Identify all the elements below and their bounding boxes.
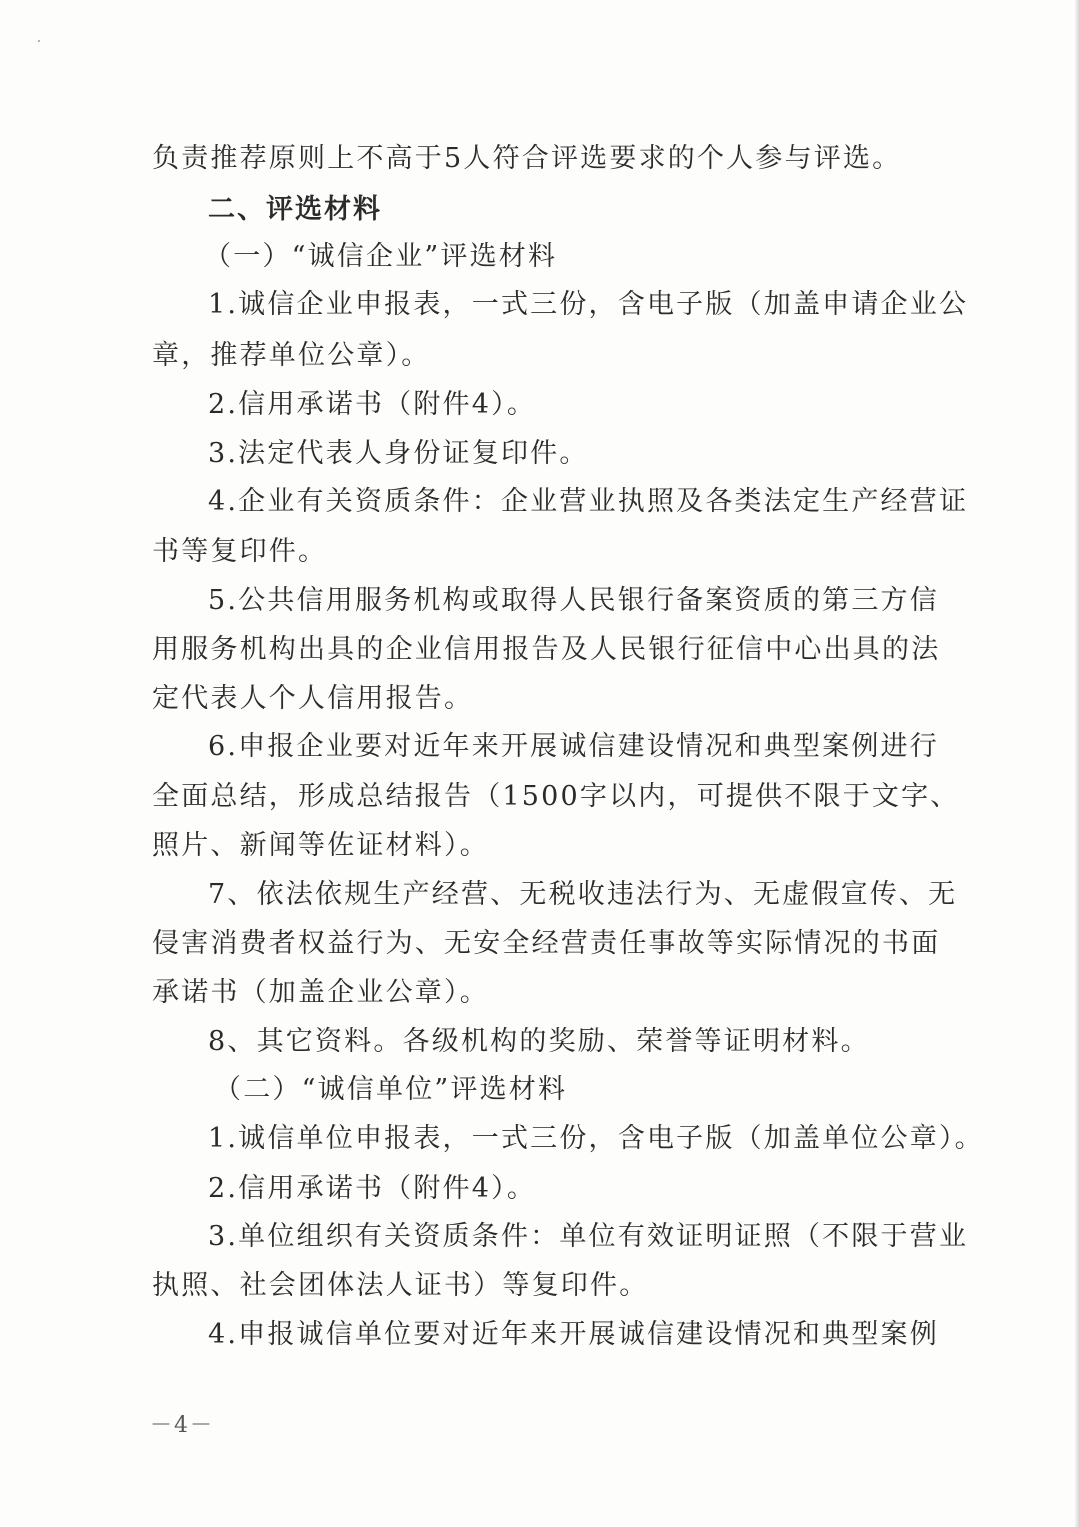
paragraph-line: 负责推荐原则上不高于5人符合评选要求的个人参与评选。 xyxy=(152,143,902,174)
paragraph-line: 4.申报诚信单位要对近年来开展诚信建设情况和典型案例 xyxy=(208,1319,939,1350)
paragraph-line: 4.企业有关资质条件：企业营业执照及各类法定生产经营证 xyxy=(208,486,969,517)
paragraph-line: 执照、社会团体法人证书）等复印件。 xyxy=(152,1270,649,1301)
paragraph-line: 定代表人个人信用报告。 xyxy=(152,683,474,714)
scan-speck xyxy=(38,40,40,42)
subsection-heading: （一）“诚信企业”评选材料 xyxy=(204,241,558,272)
paragraph-line: 1.诚信单位申报表，一式三份，含电子版（加盖单位公章）。 xyxy=(208,1123,984,1154)
paragraph-line: 3.单位组织有关资质条件：单位有效证明证照（不限于营业 xyxy=(208,1221,969,1252)
paragraph-line: 用服务机构出具的企业信用报告及人民银行征信中心出具的法 xyxy=(152,634,941,665)
paragraph-line: 5.公共信用服务机构或取得人民银行备案资质的第三方信 xyxy=(208,585,939,616)
subsection-heading: （二）“诚信单位”评选材料 xyxy=(214,1074,568,1105)
paragraph-line: 全面总结，形成总结报告（1500字以内，可提供不限于文字、 xyxy=(152,781,960,812)
page-number: －4－ xyxy=(150,1413,214,1438)
paragraph-line: 6.申报企业要对近年来开展诚信建设情况和典型案例进行 xyxy=(208,731,939,762)
paragraph-line: 3.法定代表人身份证复印件。 xyxy=(208,438,589,469)
paragraph-line: 侵害消费者权益行为、无安全经营责任事故等实际情况的书面 xyxy=(152,928,941,959)
paragraph-line: 照片、新闻等佐证材料）。 xyxy=(152,830,489,861)
paragraph-line: 8、其它资料。各级机构的奖励、荣誉等证明材料。 xyxy=(208,1026,870,1057)
paragraph-line: 1.诚信企业申报表，一式三份，含电子版（加盖申请企业公 xyxy=(208,289,969,320)
paragraph-line: 章，推荐单位公章）。 xyxy=(152,340,431,371)
paragraph-line: 7、依法依规生产经营、无税收违法行为、无虚假宣传、无 xyxy=(208,879,958,910)
paragraph-line: 书等复印件。 xyxy=(152,536,328,567)
scan-edge xyxy=(1074,0,1080,1527)
paragraph-line: 2.信用承诺书（附件4）。 xyxy=(208,1173,537,1204)
paragraph-line: 2.信用承诺书（附件4）。 xyxy=(208,389,537,420)
section-heading: 二、评选材料 xyxy=(208,194,382,225)
paragraph-line: 承诺书（加盖企业公章）。 xyxy=(152,977,489,1008)
